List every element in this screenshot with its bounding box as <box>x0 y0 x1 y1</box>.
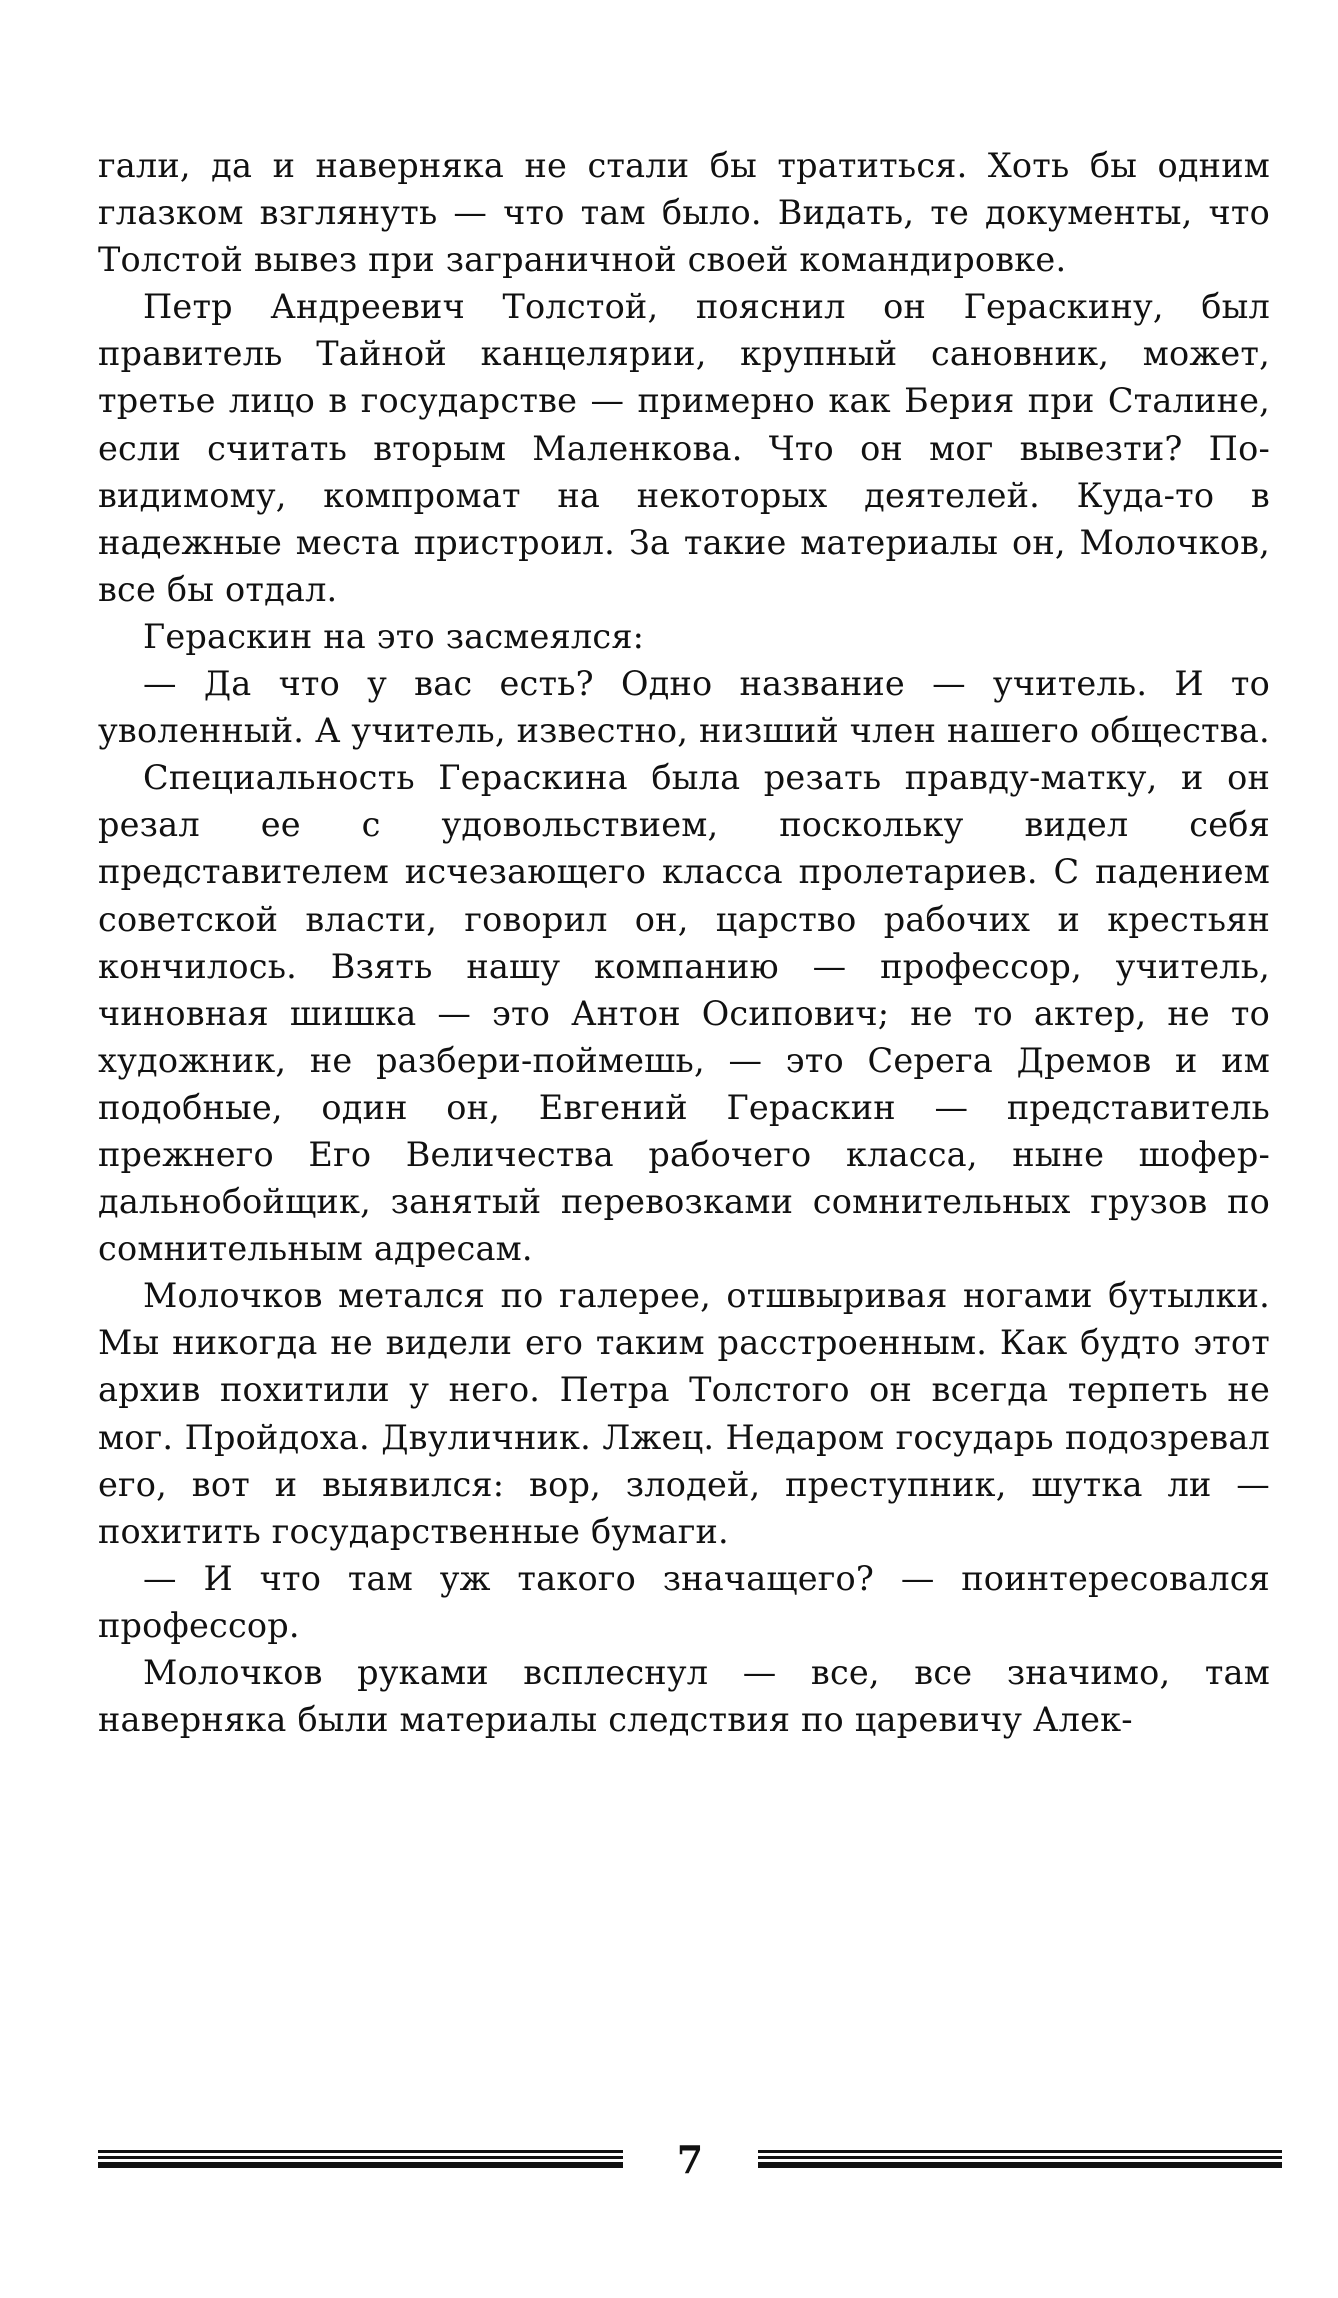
paragraph-tolstoy: Петр Андреевич Толстой, пояснил он Гераскину, был правитель Тайной канцелярии, крупный сановник, может, третье лицо в государстве — примерно как Берия при Сталине, если считать вторым Маленкова. Что он мог вывезти? По-видимому, компромат на некоторых деятелей. Куда-то в надежные места пристроил. За такие материалы он, Молочков, все бы отдал. <box>98 287 1270 609</box>
paragraph-dialogue-teacher: — Да что у вас есть? Одно название — учитель. И то уволенный. А учитель, известно, низший член нашего общества. <box>98 664 1270 751</box>
paragraph-specialty: Специальность Гераскина была резать правду-матку, и он резал ее с удовольствием, поскольку видел себя представителем исчезающего класса пролетариев. С падением советской власти, говорил он, царство рабочих и крестьян кончилось. Взять нашу компанию — профессор, учитель, чиновная шишка — это Антон Осипович; не то актер, не то художник, не разбери-поймешь, — это Серега Дремов и им подобные, один он, Евгений Гераскин — представитель прежнего Его Величества рабочего класса, ныне шофер-дальнобойщик, занятый перевозками сомнительных грузов по сомнительным адресам. <box>98 758 1270 1269</box>
paragraph-continuation: гали, да и наверняка не стали бы тратиться. Хоть бы одним глазком взглянуть — что там было. Видать, те документы, что Толстой вывез при заграничной своей командировке. <box>98 146 1270 280</box>
page-footer <box>98 2138 1282 2184</box>
paragraph-dialogue-professor: — И что там уж такого значащего? — поинтересовался профессор. <box>98 1558 1270 1645</box>
page-number: 7 <box>676 2137 704 2182</box>
body-text <box>98 142 1270 1743</box>
paragraph-molochkov-gallery: Молочков метался по галерее, отшвыривая ногами бутылки. Мы никогда не видели его таким расстроенным. Как будто этот архив похитили у него. Петра Толстого он всегда терпеть не мог. Пройдоха. Двуличник. Лжец. Недаром государь подозревал его, вот и выявился: вор, злодей, преступник, шутка ли — похитить государственные бумаги. <box>98 1276 1270 1551</box>
footer-rule-left <box>98 2150 623 2170</box>
paragraph-geraskin-laughed: Гераскин на это засмеялся: <box>143 616 645 656</box>
paragraph-molochkov-hands: Молочков руками всплеснул — все, все значимо, там наверняка были материалы следствия по царевичу Алек- <box>98 1653 1270 1740</box>
footer-rule-right <box>758 2150 1282 2170</box>
